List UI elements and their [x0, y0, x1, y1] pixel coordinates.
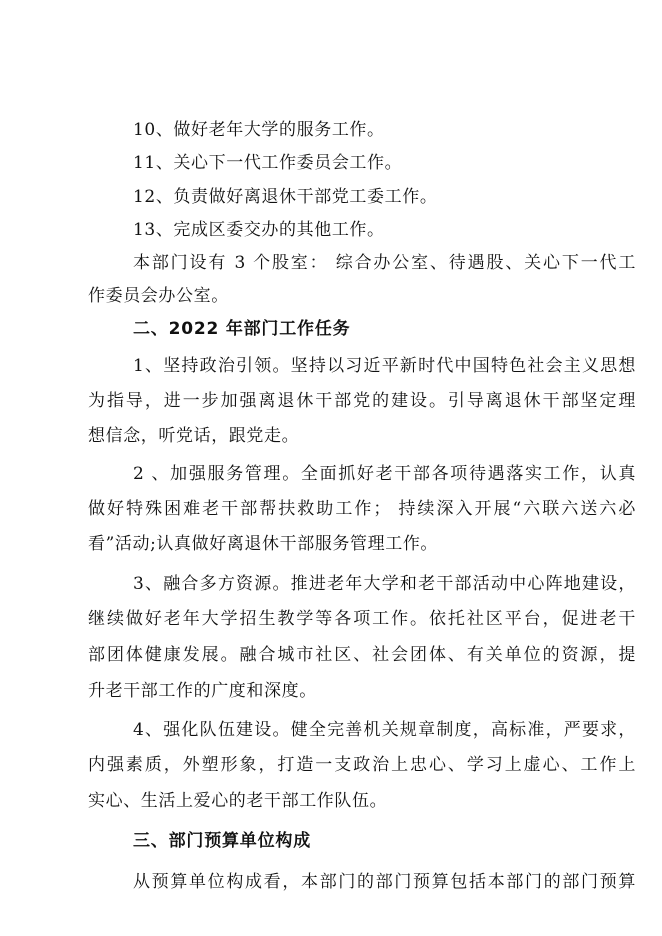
task-2-line-1: 2 、加强服务管理。全面抓好老干部各项待遇落实工作，认真	[133, 464, 636, 484]
duty-item-12: 12、负责做好离退休干部党工委工作。	[133, 187, 438, 207]
task-3-line-1: 3、融合多方资源。推进老年大学和老干部活动中心阵地建设，	[133, 574, 636, 594]
task-2-line-3: 看”活动;认真做好离退休干部服务管理工作。	[88, 534, 439, 554]
task-1-line-3: 想信念，听党话，跟党走。	[88, 426, 300, 446]
offices-paragraph-line-1: 本部门设有 3 个股室： 综合办公室、待遇股、关心下一代工	[133, 253, 636, 273]
duty-item-11: 11、关心下一代工作委员会工作。	[133, 153, 403, 173]
task-1-line-1: 1、坚持政治引领。坚持以习近平新时代中国特色社会主义思想	[133, 356, 636, 376]
duty-item-10: 10、做好老年大学的服务工作。	[133, 120, 385, 140]
section-2-heading: 二、2022 年部门工作任务	[133, 319, 351, 339]
section-3-heading: 三、部门预算单位构成	[133, 831, 311, 851]
task-4-line-3: 实心、生活上爱心的老干部工作队伍。	[88, 791, 388, 811]
task-4-line-2: 内强素质，外塑形象，打造一支政治上忠心、学习上虚心、工作上	[88, 755, 636, 775]
offices-paragraph-line-2: 作委员会办公室。	[88, 286, 229, 306]
task-2-line-2: 做好特殊困难老干部帮扶救助工作； 持续深入开展“六联六送六必	[88, 499, 636, 519]
task-3-line-2: 继续做好老年大学招生教学等各项工作。依托社区平台，促进老干	[88, 609, 636, 629]
task-3-line-3: 部团体健康发展。融合城市社区、社会团体、有关单位的资源，提	[88, 645, 636, 665]
task-3-line-4: 升老干部工作的广度和深度。	[88, 681, 317, 701]
section-3-paragraph-line-1: 从预算单位构成看，本部门的部门预算包括本部门的部门预算	[133, 872, 636, 892]
duty-item-13: 13、完成区委交办的其他工作。	[133, 220, 385, 240]
task-1-line-2: 为指导，进一步加强离退休干部党的建设。引导离退休干部坚定理	[88, 391, 636, 411]
task-4-line-1: 4、强化队伍建设。健全完善机关规章制度，高标准，严要求，	[133, 720, 636, 740]
